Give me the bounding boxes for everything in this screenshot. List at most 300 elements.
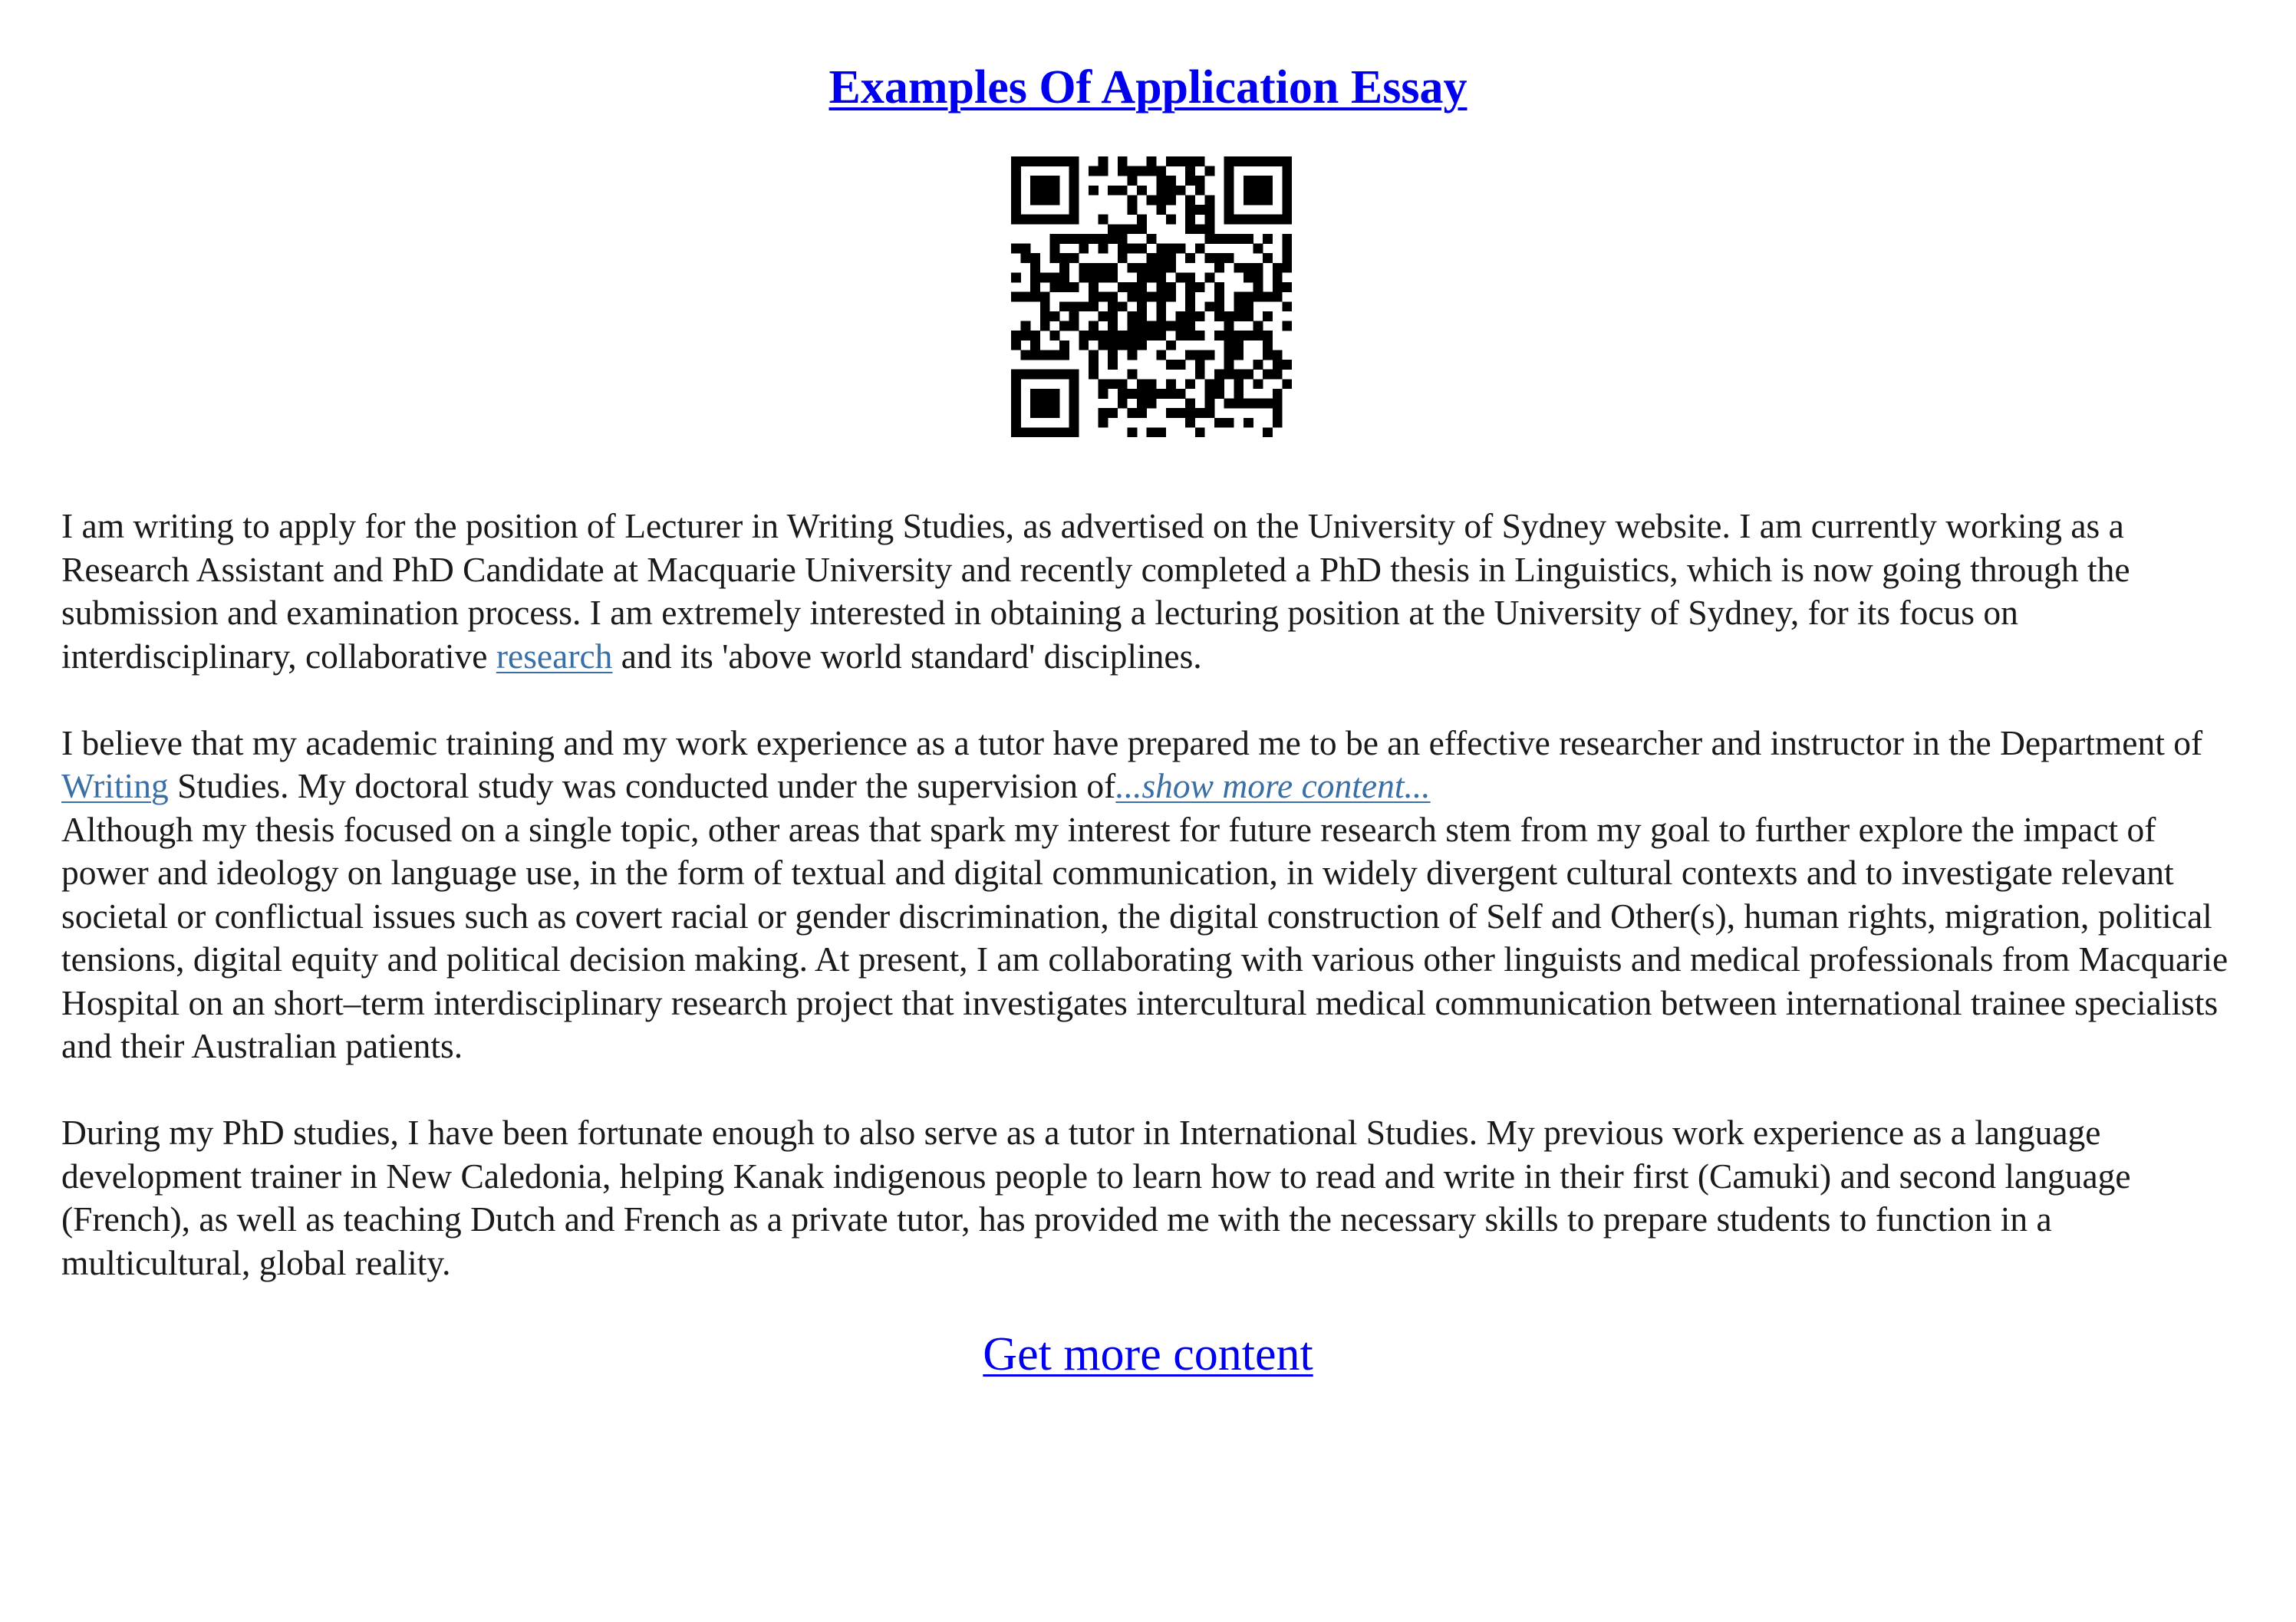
qr-module xyxy=(1040,215,1050,225)
qr-module xyxy=(1030,253,1040,263)
qr-module xyxy=(1224,360,1234,370)
qr-module xyxy=(1147,166,1157,176)
qr-module xyxy=(1282,186,1292,196)
writing-link[interactable]: Writing xyxy=(61,766,169,805)
qr-module xyxy=(1118,379,1128,389)
qr-module xyxy=(1011,418,1021,428)
qr-module xyxy=(1040,321,1050,331)
qr-module xyxy=(1185,331,1195,341)
qr-module xyxy=(1011,292,1021,302)
paragraph-2 xyxy=(61,722,2244,808)
qr-module xyxy=(1011,176,1021,186)
qr-module xyxy=(1147,321,1157,331)
qr-module xyxy=(1263,350,1273,360)
qr-module xyxy=(1176,389,1186,399)
more-link-container xyxy=(0,1324,2296,1385)
qr-module xyxy=(1079,301,1089,311)
qr-module xyxy=(1244,186,1253,196)
qr-module xyxy=(1030,282,1040,292)
qr-module xyxy=(1147,399,1157,409)
qr-module xyxy=(1030,408,1040,418)
qr-module xyxy=(1282,379,1292,389)
qr-module xyxy=(1204,205,1214,215)
qr-module xyxy=(1079,272,1089,282)
qr-module xyxy=(1204,399,1214,409)
qr-module xyxy=(1127,176,1137,186)
qr-module xyxy=(1108,350,1118,360)
qr-module xyxy=(1224,399,1234,409)
qr-module xyxy=(1089,166,1099,176)
qr-module xyxy=(1214,253,1224,263)
qr-module xyxy=(1185,311,1195,321)
qr-module xyxy=(1059,215,1069,225)
qr-module xyxy=(1234,292,1244,302)
qr-module xyxy=(1166,215,1176,225)
qr-module xyxy=(1166,156,1176,166)
qr-module xyxy=(1089,360,1099,370)
qr-module xyxy=(1118,341,1128,350)
qr-module xyxy=(1059,301,1069,311)
qr-module xyxy=(1253,156,1263,166)
qr-module xyxy=(1204,253,1214,263)
qr-module xyxy=(1040,311,1050,321)
qr-module xyxy=(1234,389,1244,399)
qr-module xyxy=(1176,311,1186,321)
qr-module xyxy=(1137,408,1147,418)
qr-module xyxy=(1214,234,1224,244)
qr-module xyxy=(1234,311,1244,321)
qr-module xyxy=(1156,205,1166,215)
paragraph-2-text-start: I believe that my academic training and my work experience as a tutor have prepared me to be an effective researcher and instructor in the Department of xyxy=(61,722,2203,762)
qr-module xyxy=(1234,341,1244,350)
qr-module xyxy=(1185,379,1195,389)
qr-module xyxy=(1234,399,1244,409)
qr-module xyxy=(1108,263,1118,273)
qr-module xyxy=(1021,253,1031,263)
qr-module xyxy=(1099,389,1108,399)
qr-module xyxy=(1137,224,1147,234)
qr-module xyxy=(1099,244,1108,254)
qr-module xyxy=(1079,331,1089,341)
qr-module xyxy=(1185,215,1195,225)
qr-module xyxy=(1166,321,1176,331)
qr-module xyxy=(1079,244,1089,254)
qr-module xyxy=(1204,389,1214,399)
qr-module xyxy=(1263,234,1273,244)
show-more-link[interactable]: ...show more content... xyxy=(1115,766,1431,805)
qr-module xyxy=(1059,321,1069,331)
qr-module xyxy=(1069,389,1079,399)
qr-module xyxy=(1049,186,1059,196)
qr-module xyxy=(1282,282,1292,292)
qr-module xyxy=(1204,234,1214,244)
qr-module xyxy=(1021,350,1031,360)
paragraph-2-text-end: Studies. My doctoral study was conducted under the supervision of xyxy=(168,766,1116,805)
qr-module xyxy=(1195,224,1205,234)
qr-module xyxy=(1021,427,1031,437)
qr-module xyxy=(1118,301,1128,311)
qr-module xyxy=(1137,301,1147,311)
qr-module xyxy=(1059,253,1069,263)
qr-module xyxy=(1147,263,1157,273)
qr-module xyxy=(1195,205,1205,215)
qr-module xyxy=(1224,195,1234,205)
qr-module xyxy=(1224,156,1234,166)
qr-module xyxy=(1195,350,1205,360)
qr-module xyxy=(1069,186,1079,196)
qr-module xyxy=(1089,186,1099,196)
qr-module xyxy=(1204,195,1214,205)
qr-module xyxy=(1099,234,1108,244)
qr-module xyxy=(1156,253,1166,263)
paragraph-1 xyxy=(61,505,2244,678)
qr-module xyxy=(1185,224,1195,234)
qr-module xyxy=(1108,186,1118,196)
qr-module xyxy=(1176,408,1186,418)
get-more-content-link[interactable]: Get more content xyxy=(983,1328,1313,1380)
qr-module xyxy=(1118,282,1128,292)
qr-module xyxy=(1040,292,1050,302)
qr-module xyxy=(1137,399,1147,409)
qr-module xyxy=(1099,272,1108,282)
qr-module xyxy=(1244,263,1253,273)
qr-module xyxy=(1030,350,1040,360)
qr-module xyxy=(1118,166,1128,176)
qr-module xyxy=(1147,292,1157,302)
qr-module xyxy=(1166,379,1176,389)
qr-module xyxy=(1059,350,1069,360)
qr-module xyxy=(1156,186,1166,196)
qr-module xyxy=(1244,331,1253,341)
qr-module xyxy=(1049,408,1059,418)
qr-module xyxy=(1185,292,1195,302)
qr-module xyxy=(1147,379,1157,389)
qr-module xyxy=(1214,301,1224,311)
paragraph-3: Although my thesis focused on a single topic, other areas that spark my interest for future research stem from my goal to further explore the impact of power and ideology on language use, in the form of textual and digital communication, in widely divergent cultural contexts and to investigate relevant societal or conflictual issues such as covert racial or gender discrimination, the digital construction of Self and Other(s), human rights, migration, political tensions, digital equity and political decision making. At present, I am collaborating with various other linguists and medical professionals from Macquarie Hospital on an short–term interdisciplinary research project that investigates intercultural medical communication between international trainee specialists and their Australian patients. xyxy=(61,809,2228,1065)
qr-module xyxy=(1244,272,1253,282)
qr-module xyxy=(1282,301,1292,311)
qr-module xyxy=(1137,263,1147,273)
qr-module xyxy=(1263,186,1273,196)
qr-module xyxy=(1204,215,1214,225)
qr-module xyxy=(1040,272,1050,282)
qr-module xyxy=(1079,234,1089,244)
qr-module xyxy=(1195,244,1205,254)
qr-module xyxy=(1137,166,1147,176)
qr-module xyxy=(1263,427,1273,437)
qr-module xyxy=(1273,215,1283,225)
qr-module xyxy=(1030,272,1040,282)
qr-module xyxy=(1118,253,1128,263)
qr-module xyxy=(1185,321,1195,331)
qr-module xyxy=(1069,379,1079,389)
qr-module xyxy=(1011,166,1021,176)
qr-module xyxy=(1079,341,1089,350)
qr-module xyxy=(1108,408,1118,418)
qr-module xyxy=(1147,156,1157,166)
qr-module xyxy=(1263,370,1273,380)
qr-module xyxy=(1059,234,1069,244)
qr-module xyxy=(1108,272,1118,282)
qr-module xyxy=(1011,399,1021,409)
qr-module xyxy=(1137,389,1147,399)
qr-module xyxy=(1011,379,1021,389)
qr-module xyxy=(1137,379,1147,389)
qr-module xyxy=(1156,272,1166,282)
qr-module xyxy=(1214,389,1224,399)
qr-module xyxy=(1059,341,1069,350)
qr-module xyxy=(1253,331,1263,341)
qr-module xyxy=(1030,186,1040,196)
qr-module xyxy=(1049,282,1059,292)
qr-module xyxy=(1166,186,1176,196)
qr-module xyxy=(1099,341,1108,350)
qr-module xyxy=(1099,379,1108,389)
qr-module xyxy=(1049,370,1059,380)
qr-module xyxy=(1040,301,1050,311)
qr-module xyxy=(1049,234,1059,244)
qr-module xyxy=(1011,427,1021,437)
qr-module xyxy=(1273,399,1283,409)
paragraph-1-text-start: I am writing to apply for the position of Lecturer in Writing Studies, as advertised on the University of Sydney website. I am currently working as a Research Assistant and PhD Candidate at Macquarie University and recently completed a PhD thesis in Linguistics, which is now going through the submission and examination process. I am extremely interested in obtaining a lecturing position at the University of Sydney, for its focus on interdisciplinary, collaborative xyxy=(61,506,2130,676)
qr-module xyxy=(1069,176,1079,186)
qr-module xyxy=(1127,311,1137,321)
qr-module xyxy=(1099,331,1108,341)
qr-module xyxy=(1030,195,1040,205)
qr-module xyxy=(1021,321,1031,331)
qr-module xyxy=(1224,176,1234,186)
qr-module xyxy=(1127,350,1137,360)
qr-module xyxy=(1224,166,1234,176)
qr-module xyxy=(1059,427,1069,437)
qr-module xyxy=(1127,389,1137,399)
paragraph-spacer xyxy=(61,1068,2244,1112)
qr-module xyxy=(1156,166,1166,176)
qr-module xyxy=(1166,282,1176,292)
qr-module xyxy=(1069,370,1079,380)
qr-module xyxy=(1030,427,1040,437)
qr-module xyxy=(1253,176,1263,186)
qr-module xyxy=(1273,360,1283,370)
qr-module xyxy=(1204,350,1214,360)
qr-module xyxy=(1156,263,1166,273)
qr-module xyxy=(1147,195,1157,205)
qr-module xyxy=(1234,234,1244,244)
qr-module xyxy=(1185,350,1195,360)
qr-module xyxy=(1127,282,1137,292)
qr-module xyxy=(1021,215,1031,225)
qr-module xyxy=(1040,350,1050,360)
qr-module xyxy=(1224,331,1234,341)
qr-module xyxy=(1127,224,1137,234)
qr-module xyxy=(1069,166,1079,176)
qr-module xyxy=(1185,166,1195,176)
qr-module xyxy=(1244,418,1253,428)
qr-module xyxy=(1089,263,1099,273)
qr-module xyxy=(1069,399,1079,409)
qr-module xyxy=(1214,292,1224,302)
qr-module xyxy=(1263,311,1273,321)
qr-module xyxy=(1166,176,1176,186)
qr-module xyxy=(1282,176,1292,186)
qr-module xyxy=(1282,321,1292,331)
qr-module xyxy=(1040,186,1050,196)
qr-module xyxy=(1011,205,1021,215)
qr-module xyxy=(1040,408,1050,418)
qr-module xyxy=(1069,195,1079,205)
qr-module xyxy=(1118,389,1128,399)
title-link[interactable]: Examples Of Application Essay xyxy=(828,61,1468,114)
qr-module xyxy=(1176,360,1186,370)
qr-module xyxy=(1166,253,1176,263)
qr-module xyxy=(1011,215,1021,225)
qr-module xyxy=(1127,321,1137,331)
qr-module xyxy=(1108,224,1118,234)
qr-module xyxy=(1176,156,1186,166)
qr-module xyxy=(1040,370,1050,380)
qr-module xyxy=(1040,176,1050,186)
qr-module xyxy=(1127,408,1137,418)
qr-module xyxy=(1108,292,1118,302)
qr-module xyxy=(1049,350,1059,360)
qr-module xyxy=(1069,321,1079,331)
qr-module xyxy=(1282,234,1292,244)
qr-module xyxy=(1069,215,1079,225)
qr-module xyxy=(1030,341,1040,350)
qr-module xyxy=(1108,301,1118,311)
qr-module xyxy=(1282,253,1292,263)
qr-module xyxy=(1099,408,1108,418)
qr-module xyxy=(1021,292,1031,302)
qr-module xyxy=(1176,244,1186,254)
qr-module xyxy=(1069,205,1079,215)
qr-module xyxy=(1108,341,1118,350)
qr-module xyxy=(1089,331,1099,341)
qr-module xyxy=(1224,321,1234,331)
qr-module xyxy=(1244,301,1253,311)
qr-module xyxy=(1127,370,1137,380)
qr-module xyxy=(1147,427,1157,437)
qr-module xyxy=(1156,311,1166,321)
qr-module xyxy=(1127,166,1137,176)
qr-module xyxy=(1021,370,1031,380)
qr-module xyxy=(1166,244,1176,254)
qr-module xyxy=(1185,253,1195,263)
qr-module xyxy=(1214,379,1224,389)
qr-module xyxy=(1127,292,1137,302)
qr-module xyxy=(1021,331,1031,341)
qr-module xyxy=(1069,418,1079,428)
qr-module xyxy=(1011,341,1021,350)
qr-module xyxy=(1127,427,1137,437)
qr-module xyxy=(1204,166,1214,176)
qr-module xyxy=(1263,195,1273,205)
qr-module xyxy=(1185,301,1195,311)
qr-module xyxy=(1118,244,1128,254)
qr-module xyxy=(1030,399,1040,409)
qr-module xyxy=(1185,156,1195,166)
qr-module xyxy=(1137,331,1147,341)
qr-module xyxy=(1224,350,1234,360)
qr-module xyxy=(1156,331,1166,341)
qr-module xyxy=(1282,244,1292,254)
qr-module xyxy=(1137,244,1147,254)
qr-module xyxy=(1147,234,1157,244)
qr-module xyxy=(1195,311,1205,321)
qr-module xyxy=(1030,389,1040,399)
qr-module xyxy=(1089,272,1099,282)
qr-module xyxy=(1069,253,1079,263)
qr-module xyxy=(1214,263,1224,273)
qr-module xyxy=(1147,253,1157,263)
qr-module xyxy=(1089,292,1099,302)
qr-module xyxy=(1253,399,1263,409)
qr-module xyxy=(1253,263,1263,273)
qr-module xyxy=(1030,176,1040,186)
qr-module xyxy=(1263,331,1273,341)
qr-module xyxy=(1263,215,1273,225)
qr-module xyxy=(1224,311,1234,321)
qr-module xyxy=(1273,272,1283,282)
qr-module xyxy=(1204,224,1214,234)
qr-module xyxy=(1224,341,1234,350)
qr-module xyxy=(1244,399,1253,409)
qr-module xyxy=(1224,215,1234,225)
qr-module xyxy=(1253,292,1263,302)
qr-module xyxy=(1244,176,1253,186)
qr-module xyxy=(1049,311,1059,321)
qr-module xyxy=(1244,156,1253,166)
qr-module xyxy=(1108,311,1118,321)
qr-module xyxy=(1204,379,1214,389)
qr-module xyxy=(1099,215,1108,225)
qr-module xyxy=(1137,321,1147,331)
qr-module xyxy=(1224,370,1234,380)
page-title xyxy=(0,57,2296,118)
qr-module xyxy=(1263,176,1273,186)
qr-module xyxy=(1099,263,1108,273)
qr-module xyxy=(1040,195,1050,205)
qr-module xyxy=(1224,253,1234,263)
qr-module xyxy=(1195,331,1205,341)
qr-module xyxy=(1069,408,1079,418)
qr-module xyxy=(1214,370,1224,380)
qr-module xyxy=(1234,350,1244,360)
qr-module xyxy=(1089,350,1099,360)
qr-module xyxy=(1224,205,1234,215)
qr-module xyxy=(1069,427,1079,437)
qr-module xyxy=(1282,360,1292,370)
qr-module xyxy=(1049,399,1059,409)
research-link[interactable]: research xyxy=(496,636,613,676)
qr-module xyxy=(1204,301,1214,311)
qr-module xyxy=(1282,215,1292,225)
qr-module xyxy=(1137,186,1147,196)
qr-module xyxy=(1099,292,1108,302)
qr-module xyxy=(1244,234,1253,244)
qr-module xyxy=(1108,360,1118,370)
qr-module xyxy=(1137,341,1147,350)
qr-module xyxy=(1166,408,1176,418)
qr-module xyxy=(1273,292,1283,302)
qr-module xyxy=(1156,282,1166,292)
paragraph-spacer xyxy=(61,678,2244,722)
qr-module xyxy=(1195,186,1205,196)
qr-module xyxy=(1099,156,1108,166)
qr-module xyxy=(1011,156,1021,166)
qr-module xyxy=(1049,195,1059,205)
qr-module xyxy=(1030,156,1040,166)
